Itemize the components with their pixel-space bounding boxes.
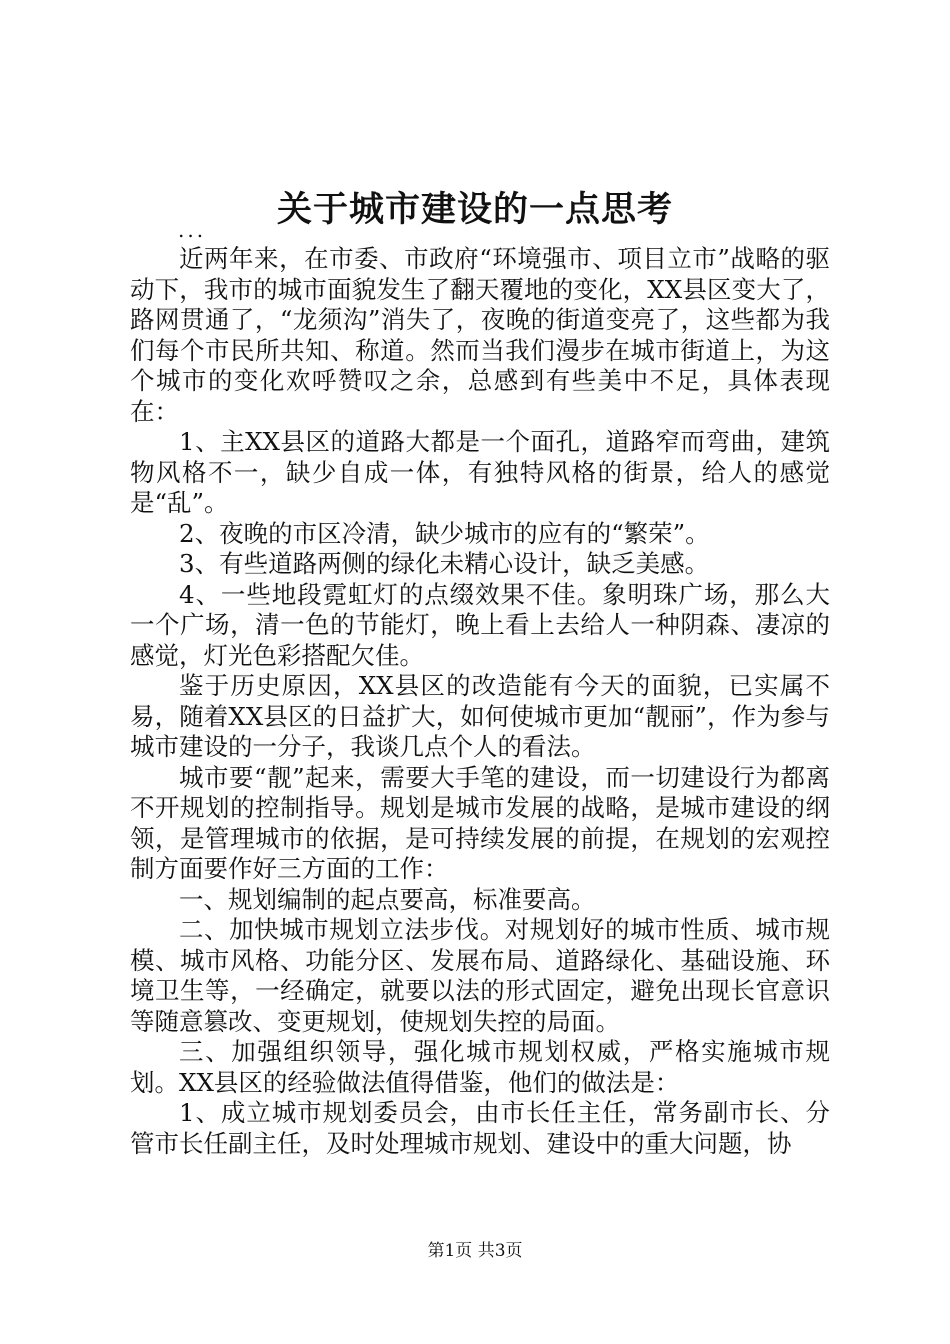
paragraph-point-1: 1、主XX县区的道路大都是一个面孔，道路窄而弯曲，建筑物风格不一，缺少自成一体，有独特风格的街景，给人的感觉是“乱”。: [130, 427, 830, 517]
document-body: [130, 244, 830, 1159]
paragraph-subpoint-1: 1、成立城市规划委员会，由市长任主任，常务副市长、分管市长任副主任，及时处理城市规划、建设中的重大问题，协: [130, 1098, 830, 1158]
paragraph-planning: 城市要“靓”起来，需要大手笔的建设，而一切建设行为都离不开规划的控制指导。规划是城市发展的战略，是城市建设的纲领，是管理城市的依据，是可持续发展的前提，在规划的宏观控制方面要作好三方面的工作：: [130, 762, 830, 883]
paragraph-section-2: 二、加快城市规划立法步伐。对规划好的城市性质、城市规模、城市风格、功能分区、发展布局、道路绿化、基础设施、环境卫生等，一经确定，就要以法的形式固定，避免出现长官意识等随意篡改、变更规划，使规划失控的局面。: [130, 915, 830, 1036]
document-title: 关于城市建设的一点思考: [276, 189, 673, 230]
paragraph-point-3: 3、有些道路两侧的绿化未精心设计，缺乏美感。: [179, 549, 710, 578]
ellipsis-marker: ...: [178, 218, 207, 242]
page-footer: 第1页 共3页: [427, 1241, 523, 1261]
paragraph-transition: 鉴于历史原因，XX县区的改造能有今天的面貌，已实属不易，随着XX县区的日益扩大，如何使城市更加“靓丽”，作为参与城市建设的一分子，我谈几点个人的看法。: [130, 671, 830, 761]
paragraph-point-2: 2、夜晚的市区冷清，缺少城市的应有的“繁荣”。: [179, 518, 710, 548]
paragraph-section-3: 三、加强组织领导，强化城市规划权威，严格实施城市规划。XX县区的经验做法值得借鉴，他们的做法是：: [130, 1037, 830, 1097]
paragraph-intro: 近两年来，在市委、市政府“环境强市、项目立市”战略的驱动下，我市的城市面貌发生了翻天覆地的变化，XX县区变大了，路网贯通了，“龙须沟”消失了，夜晚的街道变亮了，这些都为我们每个市民所共知、称道。然而当我们漫步在城市街道上，为这个城市的变化欢呼赞叹之余，总感到有些美中不足，具体表现在：: [130, 244, 830, 426]
paragraph-section-1: 一、规划编制的起点要高，标准要高。: [179, 884, 596, 914]
paragraph-point-4: 4、一些地段霓虹灯的点缀效果不佳。象明珠广场，那么大一个广场，清一色的节能灯，晚上看上去给人一种阴森、凄凉的感觉，灯光色彩搭配欠佳。: [130, 579, 830, 670]
